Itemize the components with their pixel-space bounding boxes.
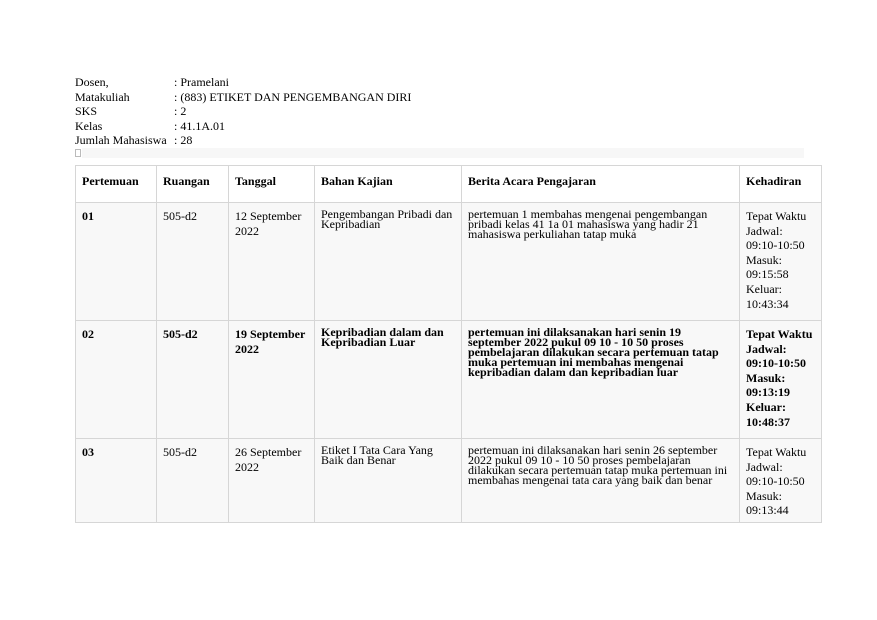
info-row-matakuliah [75, 90, 411, 105]
kelas-label: Kelas [75, 118, 103, 133]
jumlah-value: : 28 [174, 133, 193, 147]
cell-bahan-kajian: Pengembangan Pribadi dan Kepribadian [315, 203, 462, 321]
matakuliah-value: : (883) ETIKET DAN PENGEMBANGAN DIRI [174, 89, 412, 104]
table-row [76, 439, 822, 523]
cell-pertemuan: 03 [76, 439, 157, 523]
table-row [76, 321, 822, 439]
header-tanggal: Tanggal [229, 166, 315, 203]
cell-ruangan: 505-d2 [157, 321, 229, 439]
kehadiran-keluar: Keluar: 10:48:37 [746, 399, 790, 429]
cell-ruangan: 505-d2 [157, 203, 229, 321]
cell-kehadiran [740, 439, 822, 523]
cell-berita-acara: pertemuan 1 membahas mengenai pengembangan pribadi kelas 41 1a 01 mahasiswa yang hadir 21 mahasiswa perkuliahan tatap muka [462, 203, 740, 321]
cell-pertemuan: 01 [76, 203, 157, 321]
dosen-value: : Pramelani [174, 75, 229, 89]
sks-label: SKS [75, 104, 98, 118]
kehadiran-status: Tepat Waktu [746, 445, 807, 459]
info-row-jumlah [75, 133, 411, 148]
header-pertemuan: Pertemuan [76, 166, 157, 203]
header-kehadiran: Kehadiran [740, 166, 822, 203]
dosen-label: Dosen, [75, 75, 109, 89]
kehadiran-jadwal: Jadwal: 09:10-10:50 [746, 459, 805, 489]
kehadiran-masuk: Masuk: 09:13:19 [746, 370, 790, 400]
table-header-row [76, 166, 822, 203]
table-row [76, 203, 822, 321]
matakuliah-label: Matakuliah [75, 89, 130, 104]
header-berita-acara: Berita Acara Pengajaran [462, 166, 740, 203]
info-row-dosen [75, 75, 411, 90]
sks-value: : 2 [174, 104, 187, 118]
cell-tanggal: 19 September 2022 [229, 321, 315, 439]
cell-bahan-kajian: Etiket I Tata Cara Yang Baik dan Benar [315, 439, 462, 523]
cell-berita-acara: pertemuan ini dilaksanakan hari senin 26 september 2022 pukul 09 10 - 10 50 proses pembelajaran dilakukan secara pertemuan tatap muka pertemuan ini membahas mengenai tata cara yang baik dan benar [462, 439, 740, 523]
cell-pertemuan: 02 [76, 321, 157, 439]
placeholder-glyph [75, 149, 81, 157]
course-info [75, 75, 411, 148]
kehadiran-masuk: Masuk: 09:15:58 [746, 252, 789, 282]
cell-tanggal: 12 September 2022 [229, 203, 315, 321]
spacer-band [82, 148, 804, 158]
kehadiran-jadwal: Jadwal: 09:10-10:50 [746, 223, 805, 253]
attendance-table [75, 165, 822, 523]
cell-ruangan: 505-d2 [157, 439, 229, 523]
kelas-value: : 41.1A.01 [174, 118, 225, 133]
cell-kehadiran [740, 203, 822, 321]
kehadiran-status: Tepat Waktu [746, 209, 807, 223]
jumlah-label: Jumlah Mahasiswa [75, 133, 167, 147]
info-row-kelas [75, 119, 411, 134]
info-row-sks [75, 104, 411, 119]
cell-bahan-kajian: Kepribadian dalam dan Kepribadian Luar [315, 321, 462, 439]
header-ruangan: Ruangan [157, 166, 229, 203]
kehadiran-masuk: Masuk: 09:13:44 [746, 488, 789, 518]
header-bahan-kajian: Bahan Kajian [315, 166, 462, 203]
kehadiran-jadwal: Jadwal: 09:10-10:50 [746, 341, 806, 371]
kehadiran-status: Tepat Waktu [746, 327, 813, 341]
cell-tanggal: 26 September 2022 [229, 439, 315, 523]
cell-berita-acara: pertemuan ini dilaksanakan hari senin 19 september 2022 pukul 09 10 - 10 50 proses pembelajaran dilakukan secara pertemuan tatap muka pertemuan ini membahas mengenai kepribadian dalam dan kepribadian luar [462, 321, 740, 439]
kehadiran-keluar: Keluar: 10:43:34 [746, 281, 789, 311]
cell-kehadiran [740, 321, 822, 439]
